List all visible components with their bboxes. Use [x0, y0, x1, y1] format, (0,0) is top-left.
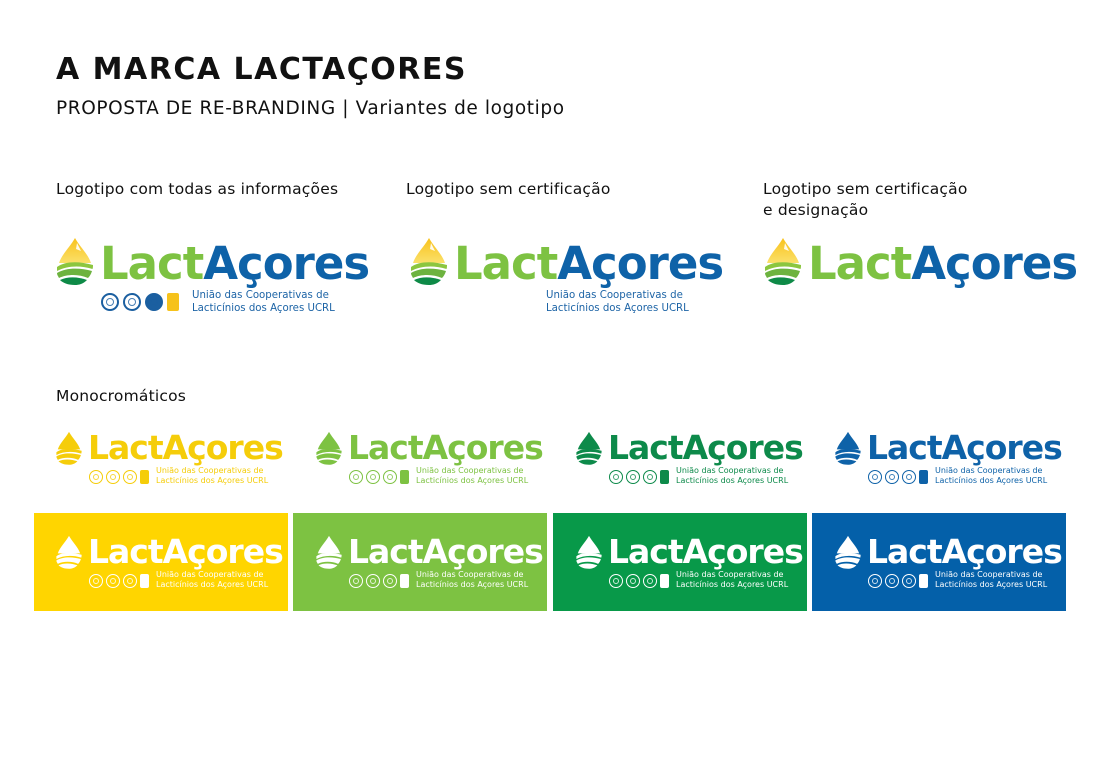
- lactacores-drop-hills-icon: [409, 237, 449, 285]
- wordmark-acores: Açores: [682, 532, 803, 571]
- tagline-line-1: União das Cooperativas de: [156, 466, 264, 475]
- wordmark-lact: Lact: [348, 532, 423, 571]
- logo-tagline: [935, 570, 1047, 590]
- certification-seal-icon: [626, 574, 640, 588]
- certification-seal-icon: [123, 470, 137, 484]
- certification-seal-icon: [89, 470, 103, 484]
- wordmark-acores: Açores: [162, 532, 283, 571]
- quality-badge-icon: [660, 470, 669, 484]
- logo-wordmark: [88, 534, 283, 570]
- certification-badges: [868, 574, 928, 588]
- wordmark-lact: Lact: [100, 237, 204, 290]
- logo-wordmark: [867, 430, 1062, 466]
- tagline-line-2: Lacticínios dos Açores UCRL: [416, 580, 529, 589]
- quality-badge-icon: [919, 470, 928, 484]
- tagline-line-1: União das Cooperativas de: [935, 466, 1043, 475]
- logo-white-on-light-green: [315, 534, 555, 594]
- quality-badge-icon: [400, 470, 409, 484]
- tagline-line-2: Lacticínios dos Açores UCRL: [156, 476, 269, 485]
- quality-badge-icon: [140, 574, 149, 588]
- logo-wordmark: [348, 534, 543, 570]
- quality-badge-icon: [140, 470, 149, 484]
- certification-seal-icon: [101, 293, 119, 311]
- lactacores-drop-hills-icon: [834, 534, 862, 570]
- quality-badge-icon: [660, 574, 669, 588]
- certification-seal-icon: [366, 470, 380, 484]
- certification-seal-icon: [89, 574, 103, 588]
- logo-wordmark: [88, 430, 283, 466]
- wordmark-acores: Açores: [422, 532, 543, 571]
- certification-seal-icon: [106, 574, 120, 588]
- wordmark-lact: Lact: [867, 428, 942, 467]
- certification-badges: [349, 574, 409, 588]
- caption-full-logo: Logotipo com todas as informações: [56, 180, 339, 198]
- logo-mono-yellow: [55, 430, 295, 490]
- tagline-line-1: União das Cooperativas de: [416, 570, 524, 579]
- certification-seal-icon: [868, 574, 882, 588]
- logo-wordmark: [608, 534, 803, 570]
- page-subtitle: PROPOSTA DE RE-BRANDING | Variantes de logotipo: [56, 98, 565, 119]
- certification-seal-icon: [643, 470, 657, 484]
- wordmark-acores: Açores: [941, 532, 1062, 571]
- quality-badge-icon: [400, 574, 409, 588]
- logo-no-cert-no-designation: [763, 237, 1078, 297]
- logo-mono-dark-green: [575, 430, 815, 490]
- tagline-line-1: União das Cooperativas de: [935, 570, 1043, 579]
- logo-tagline: [416, 466, 528, 486]
- certification-seal-icon: [123, 574, 137, 588]
- certification-seal-icon: [123, 293, 141, 311]
- tagline-line-2: Lacticínios dos Açores UCRL: [676, 580, 789, 589]
- wordmark-acores: Açores: [162, 428, 283, 467]
- logo-tagline: [156, 570, 268, 590]
- logo-tagline: [676, 466, 788, 486]
- certification-seal-icon: [106, 470, 120, 484]
- caption-monochrome: Monocromáticos: [56, 387, 187, 405]
- logo-mono-blue: [834, 430, 1074, 490]
- logo-white-on-dark-green: [575, 534, 815, 594]
- quality-badge-icon: [167, 293, 179, 311]
- logo-wordmark: [867, 534, 1062, 570]
- certification-seal-icon: [383, 470, 397, 484]
- tagline-line-1: União das Cooperativas de: [676, 466, 784, 475]
- logo-tagline: [676, 570, 788, 590]
- tagline-line-1: União das Cooperativas de: [156, 570, 264, 579]
- tagline-line-1: União das Cooperativas de: [416, 466, 524, 475]
- certification-seal-icon: [145, 293, 163, 311]
- wordmark-lact: Lact: [608, 428, 683, 467]
- certification-badges: [89, 470, 149, 484]
- certification-seal-icon: [902, 470, 916, 484]
- certification-seal-icon: [902, 574, 916, 588]
- certification-seal-icon: [885, 574, 899, 588]
- tagline-line-2: Lacticínios dos Açores UCRL: [192, 303, 335, 314]
- wordmark-acores: Açores: [941, 428, 1062, 467]
- certification-seal-icon: [626, 470, 640, 484]
- certification-badges: [349, 470, 409, 484]
- tagline-line-2: Lacticínios dos Açores UCRL: [676, 476, 789, 485]
- logo-wordmark: [608, 430, 803, 466]
- logo-wordmark: [100, 239, 369, 289]
- tagline-line-1: União das Cooperativas de: [676, 570, 784, 579]
- lactacores-drop-hills-icon: [575, 534, 603, 570]
- tagline-line-2: Lacticínios dos Açores UCRL: [416, 476, 529, 485]
- wordmark-acores: Açores: [422, 428, 543, 467]
- certification-seal-icon: [609, 470, 623, 484]
- tagline-line-2: Lacticínios dos Açores UCRL: [156, 580, 269, 589]
- wordmark-lact: Lact: [348, 428, 423, 467]
- tagline-line-1: União das Cooperativas de: [192, 290, 329, 301]
- tagline-line-1: União das Cooperativas de: [546, 290, 683, 301]
- certification-seal-icon: [349, 574, 363, 588]
- certification-seal-icon: [383, 574, 397, 588]
- wordmark-lact: Lact: [454, 237, 558, 290]
- wordmark-acores: Açores: [557, 237, 724, 290]
- logo-tagline: [935, 466, 1047, 486]
- wordmark-lact: Lact: [608, 532, 683, 571]
- logo-full: [55, 237, 370, 317]
- certification-badges: [609, 574, 669, 588]
- lactacores-drop-hills-icon: [55, 237, 95, 285]
- certification-seal-icon: [885, 470, 899, 484]
- wordmark-lact: Lact: [88, 532, 163, 571]
- lactacores-drop-hills-icon: [55, 430, 83, 466]
- lactacores-drop-hills-icon: [315, 534, 343, 570]
- wordmark-acores: Açores: [203, 237, 370, 290]
- logo-tagline: [192, 289, 335, 315]
- certification-seal-icon: [643, 574, 657, 588]
- wordmark-acores: Açores: [911, 237, 1078, 290]
- lactacores-drop-hills-icon: [834, 430, 862, 466]
- tagline-line-2: Lacticínios dos Açores UCRL: [935, 476, 1048, 485]
- caption-line-2: e designação: [763, 201, 869, 219]
- lactacores-drop-hills-icon: [763, 237, 803, 285]
- certification-seal-icon: [349, 470, 363, 484]
- wordmark-lact: Lact: [867, 532, 942, 571]
- wordmark-lact: Lact: [88, 428, 163, 467]
- logo-tagline: [156, 466, 268, 486]
- logo-tagline: [416, 570, 528, 590]
- certification-badges: [609, 470, 669, 484]
- caption-no-cert-logo: Logotipo sem certificação: [406, 180, 611, 198]
- certification-badges: [101, 293, 179, 311]
- page-title: A MARCA LACTAÇORES: [56, 52, 467, 87]
- logo-no-cert: [409, 237, 724, 317]
- logo-wordmark: [808, 239, 1077, 289]
- certification-badges: [89, 574, 149, 588]
- logo-mono-light-green: [315, 430, 555, 490]
- logo-wordmark: [348, 430, 543, 466]
- wordmark-lact: Lact: [808, 237, 912, 290]
- lactacores-drop-hills-icon: [55, 534, 83, 570]
- certification-seal-icon: [366, 574, 380, 588]
- logo-white-on-yellow: [55, 534, 295, 594]
- logo-tagline: [546, 289, 689, 315]
- lactacores-drop-hills-icon: [315, 430, 343, 466]
- tagline-line-2: Lacticínios dos Açores UCRL: [935, 580, 1048, 589]
- logo-white-on-blue: [834, 534, 1074, 594]
- certification-badges: [868, 470, 928, 484]
- caption-no-cert-no-designation-logo: [763, 179, 968, 221]
- wordmark-acores: Açores: [682, 428, 803, 467]
- logo-wordmark: [454, 239, 723, 289]
- caption-line-1: Logotipo sem certificação: [763, 180, 968, 198]
- tagline-line-2: Lacticínios dos Açores UCRL: [546, 303, 689, 314]
- certification-seal-icon: [609, 574, 623, 588]
- quality-badge-icon: [919, 574, 928, 588]
- certification-seal-icon: [868, 470, 882, 484]
- lactacores-drop-hills-icon: [575, 430, 603, 466]
